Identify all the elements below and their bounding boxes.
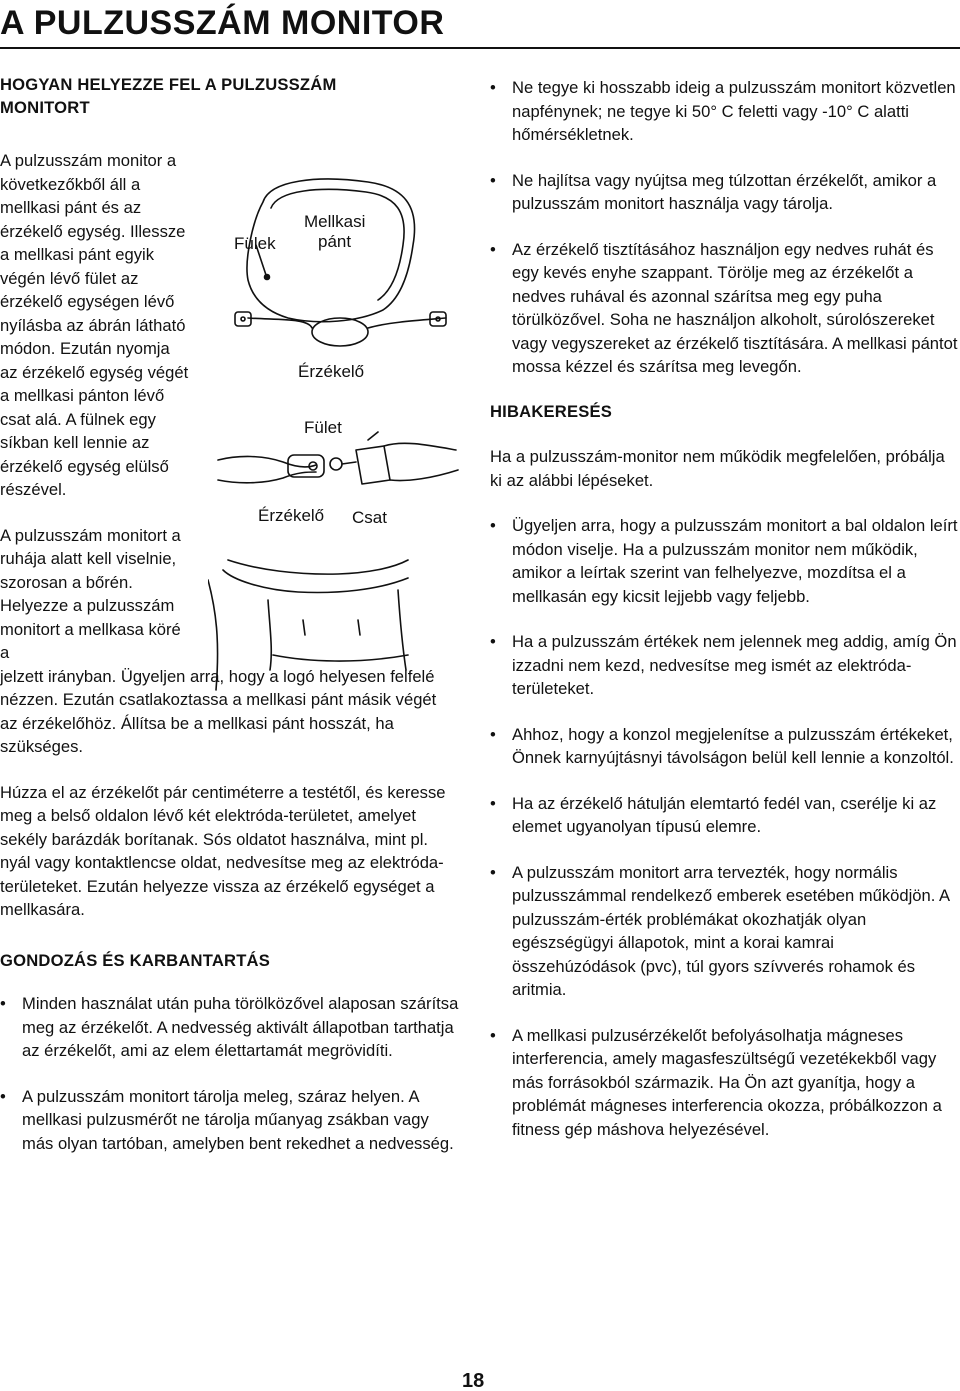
heart-rate-monitor-illustration xyxy=(208,150,468,710)
list-item-text: Ha az érzékelő hátulján elemtartó fedél van, cserélje ki az elemet ugyanolyan típusú elemre. xyxy=(512,793,937,836)
figure-label-tab: Fület xyxy=(304,418,342,437)
bullet-icon: • xyxy=(490,632,496,651)
list-item xyxy=(0,992,462,1063)
list-item xyxy=(490,76,958,147)
list-item-text: Ügyeljen arra, hogy a pulzusszám monitort a bal oldalon leírt módon viselje. Ha a pulzusszám monitor nem működik, amikor a leírtak szerint van felhelyezve, mozdítsa el a mellkasán egy kicsit lejjebb vagy feljebb. xyxy=(512,516,958,606)
list-item-text: A pulzusszám monitort arra tervezték, hogy normális pulzusszámmal rendelkező emberek esetében működjön. A pulzusszám-érték problémákat okozhatják olyan egészségügyi állapotok, mint a korai kamrai összehúzódások (pvc), túl gyors szívverés rohamok és aritmia. xyxy=(512,862,950,999)
list-item xyxy=(490,169,958,216)
page-number: 18 xyxy=(462,1370,485,1391)
figure-label-tabs: Fülek xyxy=(234,234,276,253)
list-item xyxy=(490,1024,958,1142)
list-item-text: Az érzékelő tisztításához használjon egy nedves ruhát és egy kevés enyhe szappant. Törölje meg az érzékelőt a nedves ruhával és azonnal szárítsa meg egy puha törülközővel. Soha ne használjon alkoholt, súrolószereket vagy vegyszereket az érzékelő tisztítására. A mellkasi pántot mossa kézzel és szárítsa meg levegőn. xyxy=(512,239,958,376)
troubleshooting-intro: Ha a pulzusszám-monitor nem működik megfelelően, próbálja ki az alábbi lépéseket. xyxy=(490,447,945,490)
tab-icon xyxy=(235,312,251,326)
care-list xyxy=(0,992,462,1155)
bullet-icon: • xyxy=(490,78,496,97)
figure-label-sensor-top: Érzékelő xyxy=(298,362,365,381)
list-item-text: Minden használat után puha törölközővel alaposan szárítsa meg az érzékelőt. A nedvesség aktivált állapotban tarthatja az érzékelőt, ami az elem élettartamát megrövidíti. xyxy=(22,994,459,1060)
figure-label-sensor-bottom: Érzékelő xyxy=(258,506,325,525)
list-item-text: A pulzusszám monitort tárolja meleg, száraz helyen. A mellkasi pulzusmérőt ne tárolja műanyag zsákban vagy más olyan tartóban, amelyben bent rekedhet a nedvesség. xyxy=(22,1086,454,1153)
section-heading-troubleshooting: HIBAKERESÉS xyxy=(490,401,613,421)
list-item xyxy=(490,514,958,608)
care-list-continued xyxy=(490,76,958,379)
page-header xyxy=(0,0,960,48)
bullet-icon: • xyxy=(490,724,496,744)
list-item xyxy=(490,861,958,1002)
list-item xyxy=(0,1085,462,1156)
figure-label-strap-1: Mellkasi xyxy=(304,212,366,231)
bullet-icon: • xyxy=(490,239,496,259)
section-heading-care: GONDOZÁS ÉS KARBANTARTÁS xyxy=(0,950,270,970)
bullet-icon: • xyxy=(490,862,496,882)
list-item-text: Ne tegye ki hosszabb ideig a pulzusszám monitort közvetlen napfénynek; ne tegye ki 50° C feletti vagy -10° C alatti hőmérsékletnek. xyxy=(512,78,956,144)
troubleshooting-list xyxy=(490,514,958,1141)
bullet-icon: • xyxy=(0,994,6,1013)
list-item xyxy=(490,238,958,379)
bullet-icon: • xyxy=(490,170,496,190)
setup-paragraph-2-narrow: A pulzusszám monitort a ruhája alatt kell viselnie, szorosan a bőrén. Helyezze a pulzusszám monitort a mellkasa köré a xyxy=(0,525,181,662)
list-item xyxy=(490,792,958,839)
list-item xyxy=(490,630,958,701)
setup-paragraph-1: A pulzusszám monitor a következőkből áll a mellkasi pánt és az érzékelő egység. Illessze a mellkasi pánt egyik végén lévő fület az érzékelő egységen lévő nyílásba az ábrán látható módon. Ezután nyomja az érzékelő egység végét a mellkasi pánton lévő csat alá. A fülnek egy síkban kell lennie az érzékelő egység elülső részével. xyxy=(0,151,189,499)
bullet-icon: • xyxy=(490,516,496,535)
bullet-icon: • xyxy=(0,1086,6,1106)
list-item-text: A mellkasi pulzusérzékelőt befolyásolhatja mágneses interferencia, amely magasfeszültségű vezetékekből vagy más forrásokból származik. Ha Ön azt gyanítja, hogy a problémát mágneses interferencia okozza, próbálkozzon a fitness gép máshova helyezésével. xyxy=(512,1025,942,1139)
buckle-icon xyxy=(356,446,390,484)
sensor-unit-icon xyxy=(312,318,368,346)
list-item-text: Ha a pulzusszám értékek nem jelennek meg addig, amíg Ön izzadni nem kezd, nedvesítse meg ismét az elektróda- területeket. xyxy=(512,632,957,698)
setup-paragraph-2-wide: jelzett irányban. Ügyeljen arra, hogy a logó helyesen felfelé nézzen. Ezután csatlakoztassa a mellkasi pánt másik végét az érzékelőhöz. Állítsa be a mellkasi pánt hosszát, ha szükséges. xyxy=(0,666,437,756)
section-heading-setup: HOGYAN HELYEZZE FEL A PULZUSSZÁM MONITORT xyxy=(0,75,337,117)
list-item-text: Ne hajlítsa vagy nyújtsa meg túlzottan érzékelőt, amikor a pulzusszám monitort használja vagy tárolja. xyxy=(512,170,937,213)
figure-label-strap-2: pánt xyxy=(318,232,352,251)
list-item xyxy=(490,723,958,770)
left-hand-icon xyxy=(218,456,316,467)
title-rule xyxy=(0,47,960,49)
right-column xyxy=(490,76,958,1163)
bullet-icon: • xyxy=(490,793,496,813)
setup-paragraph-3: Húzza el az érzékelőt pár centiméterre a testétől, és keresse meg a belső oldalon lévő két elektróda-területet, amelyet sekély barázdák borítanak. Sós oldatot használva, mint pl. nyál vagy kontaktlencse oldat, nedvesítse meg az elektróda-területeket. Ezután helyezze vissza az érzékelő egységet a mellkasára. xyxy=(0,782,446,919)
list-item-text: Ahhoz, hogy a konzol megjelenítse a pulzusszám értékeket, Önnek karnyújtásnyi távolságon belül kell lennie a konzoltól. xyxy=(512,724,954,767)
page-title: A PULZUSSZÁM MONITOR xyxy=(0,4,445,42)
bullet-icon: • xyxy=(490,1025,496,1045)
figure-label-buckle: Csat xyxy=(352,508,387,527)
